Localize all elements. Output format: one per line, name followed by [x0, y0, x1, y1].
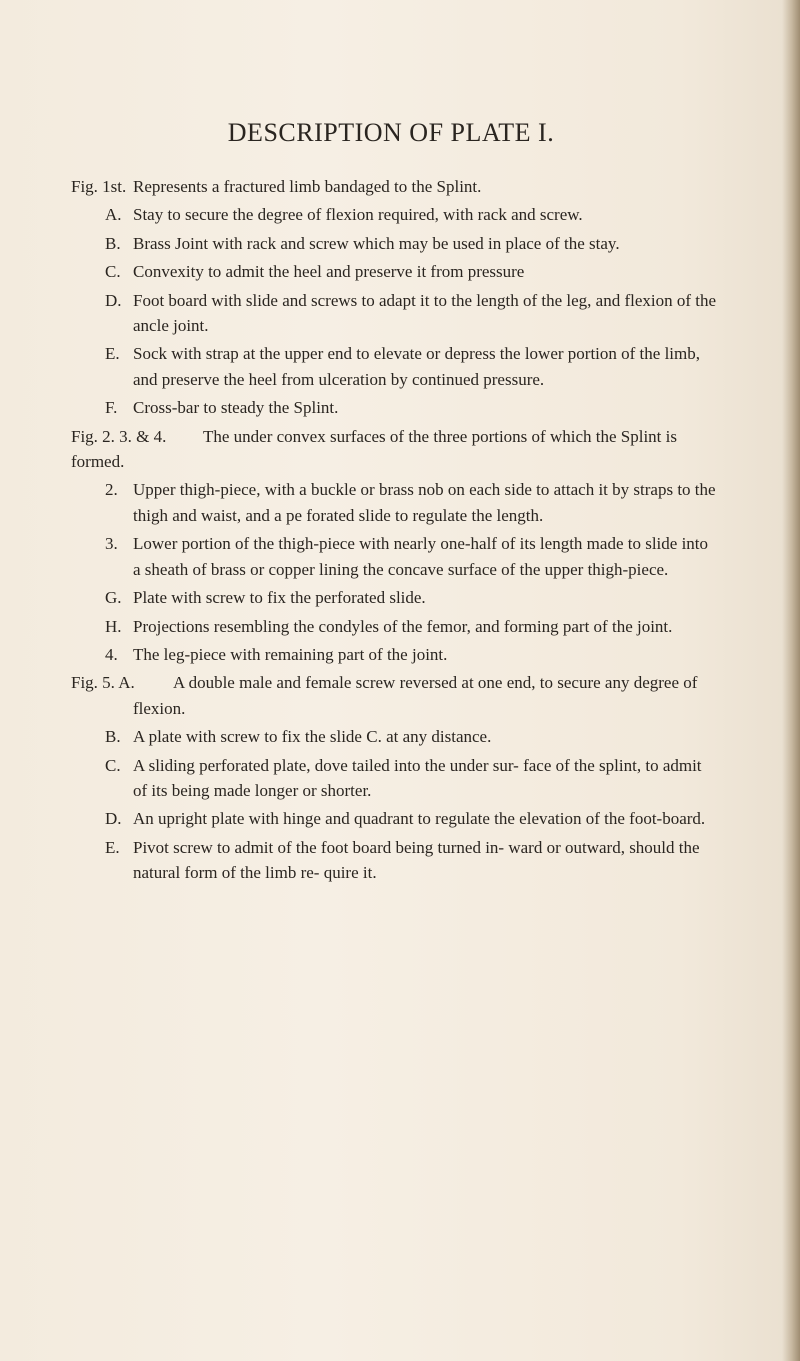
entry-fig-5-c — [0, 753, 800, 804]
entry-label: Fig. 1st. — [71, 177, 127, 196]
entry-text: The leg-piece with remaining part of the joint. — [133, 644, 448, 664]
entry-text: Brass Joint with rack and screw which may be used in place of the stay. — [133, 233, 620, 253]
entry-label: Fig. 2. 3. & 4. — [71, 426, 167, 446]
entry-label: A. — [105, 205, 122, 225]
entry-text: Pivot screw to admit of the foot board being turned in- ward or outward, should the natural form of the limb re- quire it. — [133, 837, 700, 883]
entry-label: C. — [105, 755, 121, 775]
entry-fig-1-c — [0, 259, 800, 284]
entry-part-3 — [0, 531, 800, 582]
entry-fig-5-d — [0, 806, 800, 831]
entry-text: Foot board with slide and screws to adapt it to the length of the leg, and flexion of the ancle joint. — [133, 290, 717, 336]
entry-label: 3. — [105, 534, 118, 554]
entry-label: C. — [105, 262, 121, 282]
page-title: DESCRIPTION OF PLATE I. — [227, 118, 555, 147]
entry-fig-1 — [0, 174, 800, 199]
entry-text: A sliding perforated plate, dove tailed into the under sur- face of the splint, to admit of its being made longer or shorter. — [133, 755, 702, 800]
entry-list — [0, 174, 800, 889]
entry-label: Fig. 5. A. — [71, 673, 135, 693]
entry-text: Stay to secure the degree of flexion required, with rack and screw. — [133, 205, 583, 225]
entry-fig-1-b — [0, 231, 800, 256]
entry-fig-1-d — [0, 288, 800, 339]
entry-label: E. — [105, 837, 120, 857]
entry-part-4 — [0, 642, 800, 667]
entry-text: A double male and female screw reversed at one end, to secure any degree of flexion. — [133, 673, 698, 718]
entry-fig-1-f — [0, 395, 800, 420]
entry-label: D. — [105, 809, 122, 829]
entry-text: The under convex surfaces of the three portions of which the Splint is formed. — [71, 426, 677, 472]
entry-fig-5-a — [0, 670, 800, 721]
entry-label: E. — [105, 344, 120, 364]
entry-label: B. — [105, 233, 121, 253]
entry-text: Convexity to admit the heel and preserve it from pressure — [133, 262, 525, 282]
entry-fig-1-a — [0, 202, 800, 227]
entry-text: Sock with strap at the upper end to elevate or depress the lower portion of the limb, and preserve the heel from ulceration by continued pressure. — [133, 344, 700, 389]
entry-fig-1-e — [0, 341, 800, 392]
entry-label: B. — [105, 727, 121, 747]
entry-part-h — [0, 614, 800, 639]
entry-text: Upper thigh-piece, with a buckle or brass nob on each side to attach it by straps to the thigh and waist, and a pe forated slide to regulate the length. — [133, 480, 716, 525]
entry-label: 4. — [105, 644, 118, 664]
entry-part-2 — [0, 477, 800, 528]
entry-part-g — [0, 585, 800, 610]
entry-text: Plate with screw to fix the perforated slide. — [133, 588, 426, 608]
entry-label: G. — [105, 588, 122, 608]
entry-text: Cross-bar to steady the Splint. — [133, 398, 339, 418]
entry-text: Represents a fractured limb bandaged to the Splint. — [133, 177, 482, 196]
entry-text: An upright plate with hinge and quadrant to regulate the elevation of the foot-board. — [133, 809, 706, 829]
entry-text: Projections resembling the condyles of the femor, and forming part of the joint. — [133, 616, 673, 636]
entry-label: H. — [105, 616, 122, 636]
entry-text: A plate with screw to fix the slide C. at any distance. — [133, 727, 492, 747]
entry-label: D. — [105, 290, 122, 310]
entry-label: F. — [105, 398, 118, 418]
entry-fig-2-3-4 — [0, 424, 800, 475]
entry-fig-5-e — [0, 835, 800, 886]
entry-fig-5-b — [0, 724, 800, 749]
entry-text: Lower portion of the thigh-piece with nearly one-half of its length made to slide into a sheath of brass or copper lining the concave surface of the upper thigh-piece. — [133, 534, 709, 579]
entry-label: 2. — [105, 480, 118, 500]
